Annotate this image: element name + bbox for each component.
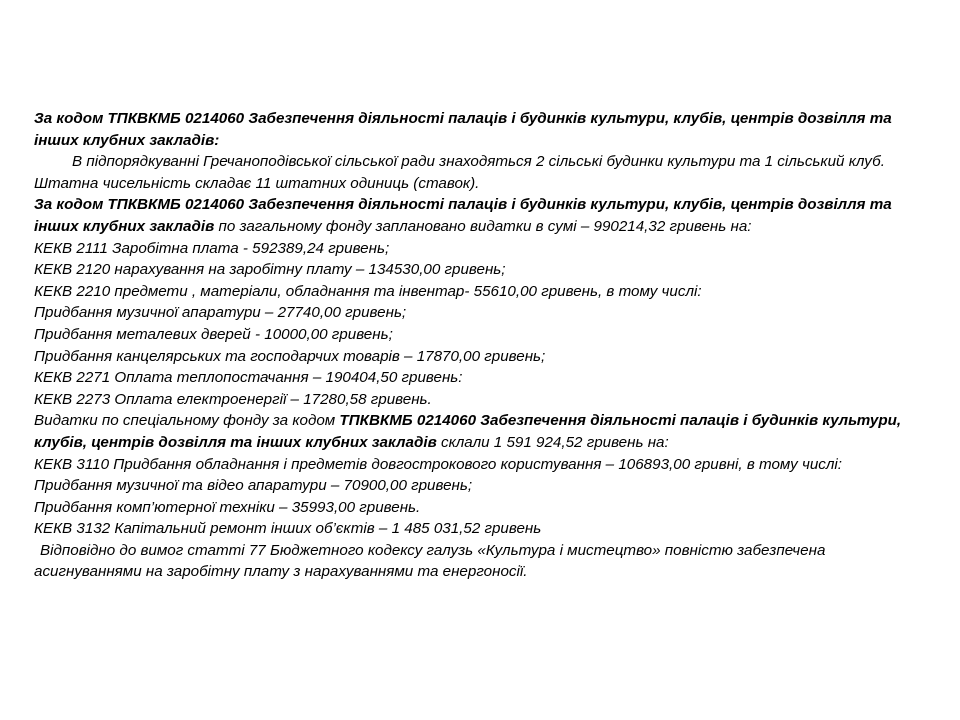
paragraph-general-fund (34, 194, 924, 237)
line-kekv-2120: КЕКВ 2120 нарахування на заробітну плату – 134530,00 гривень; (34, 261, 506, 279)
line-kekv-2111: КЕКВ 2111 Заробітна плата - 592389,24 гривень; (34, 239, 390, 257)
special-fund-code-label: ТПКВКМБ 0214060 Забезпечення діяльності палаців і будинків культури, клубів, центрів дозвілля та інших клубних закладів (34, 412, 902, 451)
line-kekv-3110: КЕКВ 3110 Придбання обладнання і предметів довгострокового користування – 106893,00 гривні, в тому числі: (34, 455, 843, 473)
special-fund-amount: склали 1 591 924,52 гривень на: (436, 433, 669, 451)
line-office-goods: Придбання канцелярських та господарчих товарів – 17870,00 гривень; (34, 347, 546, 365)
line-kekv-2210: КЕКВ 2210 предмети , матеріали, обладнання та інвентар- 55610,00 гривень, в тому числі: (34, 282, 702, 300)
paragraph-conclusion: Відповідно до вимог статті 77 Бюджетного кодексу галузь «Культура і мистецтво» повністю забезпечена асигнуваннями на заробітну плату з нарахуваннями та енергоносії. (34, 541, 826, 581)
special-fund-intro: Видатки по спеціальному фонду за кодом (34, 412, 340, 430)
general-fund-amount: по загальному фонду заплановано видатки в сумі – 990214,32 гривень на: (214, 217, 752, 235)
paragraph-subordination: В підпорядкуванні Гречаноподівської сільської ради знаходяться 2 сільські будинки культури та 1 сільський клуб. Штатна чисельність складає 11 штатних одиниць (ставок). (34, 153, 885, 192)
line-kekv-2273: КЕКВ 2273 Оплата електроенергії – 17280,58 гривень. (34, 390, 432, 408)
line-music-equipment: Придбання музичної апаратури – 27740,00 гривень; (34, 304, 407, 322)
slide-text-body (34, 108, 924, 583)
line-music-video: Придбання музичної та відео апаратури – 70900,00 гривень; (34, 477, 473, 495)
line-metal-doors: Придбання металевих дверей - 10000,00 гривень; (34, 325, 393, 343)
general-fund-code-label: За кодом ТПКВКМБ 0214060 Забезпечення діяльності палаців і будинків культури, клубів, центрів дозвілля та інших клубних закладів (34, 196, 892, 235)
line-computers: Придбання комп’ютерної техніки – 35993,00 гривень. (34, 498, 421, 516)
line-kekv-2271: КЕКВ 2271 Оплата теплопостачання – 190404,50 гривень: (34, 369, 463, 387)
heading-kpkvkmb-0214060: За кодом ТПКВКМБ 0214060 Забезпечення діяльності палаців і будинків культури, клубів, центрів дозвілля та інших клубних закладів: (34, 110, 892, 149)
line-kekv-3132: КЕКВ 3132 Капітальний ремонт інших об’єктів – 1 485 031,52 гривень (34, 520, 542, 538)
paragraph-special-fund (34, 410, 924, 453)
